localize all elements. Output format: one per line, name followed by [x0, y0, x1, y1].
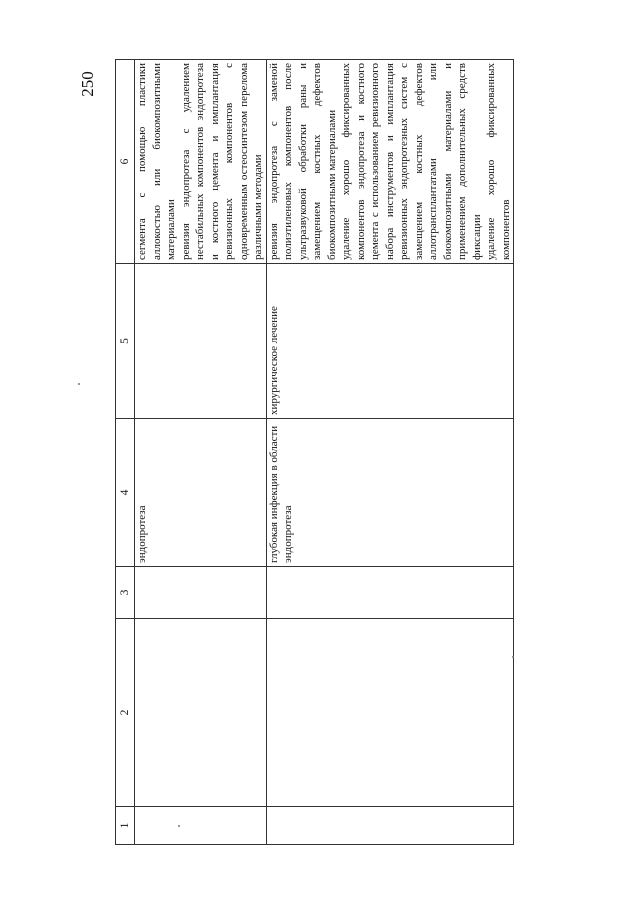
procedures-table	[115, 59, 514, 845]
table-row	[266, 60, 514, 845]
method-text: ревизия эндопротеза с удалением нестабильных компонентов эндопротеза и костного цемента и имплантация ревизионных компонентов с одновременным остеосинтезом перелома различными методами	[179, 63, 264, 260]
header-cell: 3	[116, 567, 135, 619]
treatment-type-cell	[135, 264, 267, 419]
method-text: сегмента с помощью пластики аллокостью или биокомпозитными материалами	[136, 63, 177, 260]
header-cell: 2	[116, 619, 135, 807]
table-row	[135, 60, 267, 845]
rotated-page	[115, 60, 595, 845]
treatment-method-cell	[135, 60, 267, 264]
header-cell: 5	[116, 264, 135, 419]
method-text: удаление хорошо фиксированных компонентов	[485, 63, 512, 260]
table-cell	[135, 567, 267, 619]
table-cell	[135, 807, 267, 845]
method-text: ревизия эндопротеза с заменой полиэтиленовых компонентов после ультразвуковой обработки раны и замещением костных дефектов биокомпозитными материалами	[267, 63, 338, 260]
table-cell	[135, 619, 267, 807]
method-text: удаление хорошо фиксированных компонентов эндопротеза и костного цемента с использованием ревизионного набора инструментов и имплантация ревизионных эндопротезных систем с замещением костных дефектов аллотрансплантатами или биокомпозитными материалами и применением дополнительных средств фиксации	[340, 63, 483, 260]
diagnosis-cell: эндопротеза	[135, 419, 267, 567]
header-cell: 1	[116, 807, 135, 845]
table-header-row	[116, 60, 135, 845]
scan-speck	[512, 656, 514, 658]
treatment-method-cell	[266, 60, 514, 264]
header-cell: 6	[116, 60, 135, 264]
page-number: 250	[78, 71, 97, 97]
table-cell	[266, 807, 514, 845]
scan-speck	[178, 825, 180, 827]
table-cell	[266, 567, 514, 619]
diagnosis-cell: глубокая инфекция в области эндопротеза	[266, 419, 514, 567]
scan-speck	[78, 383, 80, 385]
treatment-type-cell: хирургическое лечение	[266, 264, 514, 419]
table-cell	[266, 619, 514, 807]
header-cell: 4	[116, 419, 135, 567]
